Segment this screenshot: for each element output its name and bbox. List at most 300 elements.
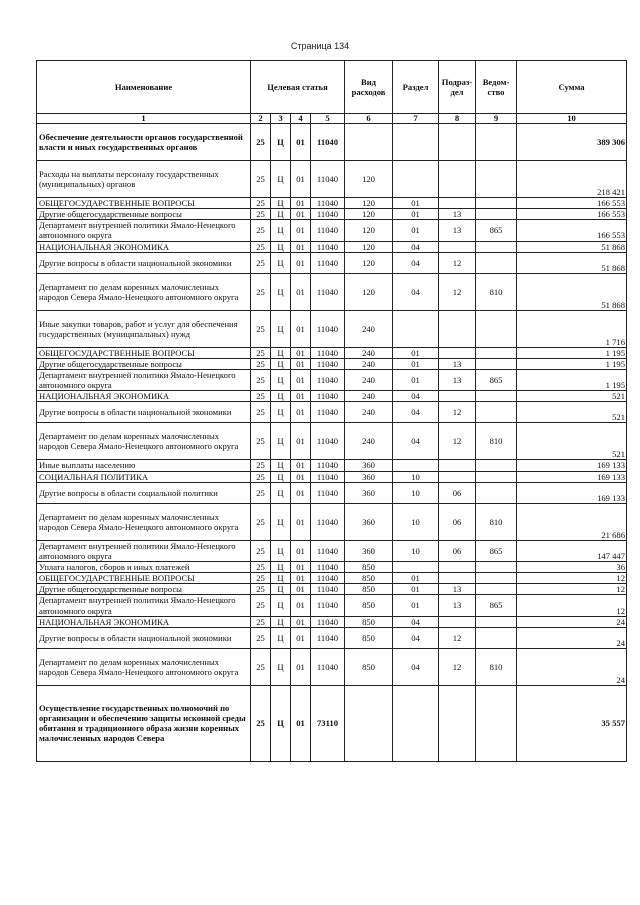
- table-row: [37, 347, 627, 358]
- row-program: 25: [251, 161, 271, 198]
- row-expense-type: 360: [345, 503, 393, 540]
- row-name: Другие вопросы в области национальной экономики: [37, 402, 251, 423]
- row-name: НАЦИОНАЛЬНАЯ ЭКОНОМИКА: [37, 616, 251, 627]
- row-program: 25: [251, 540, 271, 561]
- row-section: 04: [393, 627, 439, 648]
- row-subprogram: Ц: [271, 209, 291, 220]
- table-row: [37, 273, 627, 310]
- row-department: 810: [476, 273, 517, 310]
- row-subprogram: Ц: [271, 220, 291, 241]
- row-expense-type: 120: [345, 209, 393, 220]
- row-event: 01: [291, 402, 311, 423]
- row-program: 25: [251, 685, 271, 761]
- row-subsection: 12: [439, 252, 476, 273]
- row-department: [476, 616, 517, 627]
- row-direction: 11040: [311, 648, 345, 685]
- row-subprogram: Ц: [271, 273, 291, 310]
- row-subsection: 06: [439, 503, 476, 540]
- column-number: 7: [393, 114, 439, 124]
- row-event: 01: [291, 369, 311, 390]
- row-subsection: [439, 161, 476, 198]
- header-row: [37, 61, 627, 114]
- row-program: 25: [251, 310, 271, 347]
- row-section: 01: [393, 198, 439, 209]
- row-program: 25: [251, 220, 271, 241]
- row-sum: 147 447: [517, 540, 627, 561]
- row-sum: 389 306: [517, 124, 627, 161]
- budget-table: [36, 60, 627, 762]
- row-subsection: 13: [439, 595, 476, 616]
- row-subsection: 06: [439, 540, 476, 561]
- row-subsection: [439, 616, 476, 627]
- row-expense-type: 360: [345, 482, 393, 503]
- column-number: 1: [37, 114, 251, 124]
- row-department: [476, 209, 517, 220]
- row-event: 01: [291, 627, 311, 648]
- row-subsection: 13: [439, 358, 476, 369]
- row-section: 04: [393, 241, 439, 252]
- row-department: 810: [476, 503, 517, 540]
- row-program: 25: [251, 347, 271, 358]
- row-direction: 11040: [311, 561, 345, 572]
- row-program: 25: [251, 209, 271, 220]
- row-name: НАЦИОНАЛЬНАЯ ЭКОНОМИКА: [37, 241, 251, 252]
- row-sum: 169 133: [517, 460, 627, 471]
- table-row: [37, 503, 627, 540]
- row-section: [393, 124, 439, 161]
- row-sum: 1 716: [517, 310, 627, 347]
- row-section: 01: [393, 209, 439, 220]
- row-subprogram: Ц: [271, 402, 291, 423]
- row-name: Осуществление государственных полномочий по организации и обеспечению защиты исконной среды обитания и традиционного образа жизни коренных малочисленных народов Севера: [37, 685, 251, 761]
- row-name: Иные выплаты населению: [37, 460, 251, 471]
- row-expense-type: 850: [345, 561, 393, 572]
- row-subsection: 13: [439, 584, 476, 595]
- page-label: Страница 134: [290, 41, 350, 51]
- row-expense-type: 120: [345, 220, 393, 241]
- row-program: 25: [251, 369, 271, 390]
- row-department: [476, 573, 517, 584]
- row-name: Уплата налогов, сборов и иных платежей: [37, 561, 251, 572]
- header-department: Ведом-ство: [476, 61, 517, 114]
- row-subprogram: Ц: [271, 573, 291, 584]
- table-row: [37, 460, 627, 471]
- row-subprogram: Ц: [271, 460, 291, 471]
- row-subprogram: Ц: [271, 369, 291, 390]
- row-sum: 12: [517, 584, 627, 595]
- row-name: Другие общегосударственные вопросы: [37, 209, 251, 220]
- row-event: 01: [291, 273, 311, 310]
- table-row: [37, 616, 627, 627]
- row-section: 10: [393, 471, 439, 482]
- row-expense-type: 120: [345, 198, 393, 209]
- row-direction: 11040: [311, 310, 345, 347]
- row-name: Другие вопросы в области национальной экономики: [37, 252, 251, 273]
- row-direction: 11040: [311, 124, 345, 161]
- row-subprogram: Ц: [271, 423, 291, 460]
- column-number: 2: [251, 114, 271, 124]
- row-subprogram: Ц: [271, 540, 291, 561]
- row-direction: 11040: [311, 402, 345, 423]
- row-subprogram: Ц: [271, 595, 291, 616]
- row-event: 01: [291, 584, 311, 595]
- row-sum: 24: [517, 627, 627, 648]
- row-department: [476, 161, 517, 198]
- row-section: 01: [393, 358, 439, 369]
- row-sum: 521: [517, 391, 627, 402]
- table-row: [37, 685, 627, 761]
- row-name: Департамент по делам коренных малочисленных народов Севера Ямало-Ненецкого автономного округа: [37, 273, 251, 310]
- row-name: Расходы на выплаты персоналу государственных (муниципальных) органов: [37, 161, 251, 198]
- row-department: 810: [476, 648, 517, 685]
- row-subprogram: Ц: [271, 124, 291, 161]
- table-row: [37, 540, 627, 561]
- row-department: [476, 584, 517, 595]
- row-sum: 218 421: [517, 161, 627, 198]
- row-name: Департамент по делам коренных малочисленных народов Севера Ямало-Ненецкого автономного округа: [37, 423, 251, 460]
- row-event: 01: [291, 220, 311, 241]
- row-name: Департамент внутренней политики Ямало-Ненецкого автономного округа: [37, 595, 251, 616]
- row-sum: 1 195: [517, 347, 627, 358]
- row-event: 01: [291, 503, 311, 540]
- row-subprogram: Ц: [271, 503, 291, 540]
- row-name: Департамент внутренней политики Ямало-Ненецкого автономного округа: [37, 220, 251, 241]
- row-program: 25: [251, 627, 271, 648]
- row-program: 25: [251, 460, 271, 471]
- row-name: Обеспечение деятельности органов государственной власти и иных государственных органов: [37, 124, 251, 161]
- row-subprogram: Ц: [271, 648, 291, 685]
- column-number: 4: [291, 114, 311, 124]
- row-section: 10: [393, 503, 439, 540]
- row-subprogram: Ц: [271, 252, 291, 273]
- row-subsection: 12: [439, 423, 476, 460]
- row-event: 01: [291, 252, 311, 273]
- row-expense-type: 850: [345, 595, 393, 616]
- row-section: [393, 161, 439, 198]
- row-sum: 166 553: [517, 209, 627, 220]
- row-program: 25: [251, 561, 271, 572]
- row-name: Департамент по делам коренных малочисленных народов Севера Ямало-Ненецкого автономного округа: [37, 648, 251, 685]
- column-number: 8: [439, 114, 476, 124]
- row-sum: 21 686: [517, 503, 627, 540]
- row-event: 01: [291, 124, 311, 161]
- row-expense-type: 240: [345, 402, 393, 423]
- column-number: 10: [517, 114, 627, 124]
- table-row: [37, 648, 627, 685]
- row-direction: 11040: [311, 573, 345, 584]
- row-subsection: [439, 561, 476, 572]
- row-expense-type: 850: [345, 573, 393, 584]
- column-number: 9: [476, 114, 517, 124]
- row-direction: 73110: [311, 685, 345, 761]
- row-subsection: 12: [439, 402, 476, 423]
- row-program: 25: [251, 616, 271, 627]
- row-subsection: [439, 471, 476, 482]
- row-name: Другие вопросы в области национальной экономики: [37, 627, 251, 648]
- table-row: [37, 241, 627, 252]
- row-direction: 11040: [311, 241, 345, 252]
- row-program: 25: [251, 198, 271, 209]
- row-department: [476, 685, 517, 761]
- row-sum: 166 553: [517, 220, 627, 241]
- row-subprogram: Ц: [271, 347, 291, 358]
- row-subprogram: Ц: [271, 482, 291, 503]
- row-subprogram: Ц: [271, 627, 291, 648]
- row-department: [476, 252, 517, 273]
- row-section: 10: [393, 482, 439, 503]
- row-name: Иные закупки товаров, работ и услуг для обеспечения государственных (муниципальных) нужд: [37, 310, 251, 347]
- row-subsection: [439, 573, 476, 584]
- row-expense-type: 240: [345, 310, 393, 347]
- row-program: 25: [251, 124, 271, 161]
- row-section: 04: [393, 273, 439, 310]
- row-department: [476, 402, 517, 423]
- row-subsection: 12: [439, 627, 476, 648]
- row-subsection: [439, 685, 476, 761]
- row-event: 01: [291, 573, 311, 584]
- table-row: [37, 627, 627, 648]
- row-section: [393, 310, 439, 347]
- row-subprogram: Ц: [271, 616, 291, 627]
- row-sum: 166 553: [517, 198, 627, 209]
- table-row: [37, 402, 627, 423]
- row-direction: 11040: [311, 540, 345, 561]
- row-program: 25: [251, 423, 271, 460]
- header-sum: Сумма: [517, 61, 627, 114]
- row-direction: 11040: [311, 209, 345, 220]
- row-subsection: 13: [439, 220, 476, 241]
- row-direction: 11040: [311, 584, 345, 595]
- row-name: Другие общегосударственные вопросы: [37, 358, 251, 369]
- row-section: 04: [393, 252, 439, 273]
- row-program: 25: [251, 252, 271, 273]
- row-expense-type: 850: [345, 627, 393, 648]
- row-sum: 35 557: [517, 685, 627, 761]
- row-sum: 1 195: [517, 358, 627, 369]
- row-section: 01: [393, 584, 439, 595]
- row-sum: 521: [517, 402, 627, 423]
- row-direction: 11040: [311, 369, 345, 390]
- row-program: 25: [251, 358, 271, 369]
- row-event: 01: [291, 358, 311, 369]
- row-department: [476, 627, 517, 648]
- row-sum: 24: [517, 616, 627, 627]
- row-subprogram: Ц: [271, 198, 291, 209]
- row-section: 01: [393, 369, 439, 390]
- row-section: 01: [393, 347, 439, 358]
- row-section: 01: [393, 595, 439, 616]
- column-number-row: [37, 114, 627, 124]
- row-program: 25: [251, 273, 271, 310]
- table-row: [37, 423, 627, 460]
- row-event: 01: [291, 616, 311, 627]
- row-section: [393, 561, 439, 572]
- row-event: 01: [291, 161, 311, 198]
- table-row: [37, 358, 627, 369]
- row-event: 01: [291, 648, 311, 685]
- row-sum: 1 195: [517, 369, 627, 390]
- row-sum: 169 133: [517, 482, 627, 503]
- row-event: 01: [291, 685, 311, 761]
- row-direction: 11040: [311, 358, 345, 369]
- row-expense-type: 850: [345, 648, 393, 685]
- row-sum: 24: [517, 648, 627, 685]
- row-program: 25: [251, 595, 271, 616]
- row-expense-type: 240: [345, 423, 393, 460]
- column-number: 6: [345, 114, 393, 124]
- row-subsection: 12: [439, 648, 476, 685]
- row-expense-type: [345, 685, 393, 761]
- row-department: [476, 241, 517, 252]
- row-direction: 11040: [311, 161, 345, 198]
- row-sum: 51 868: [517, 252, 627, 273]
- row-section: [393, 685, 439, 761]
- row-program: 25: [251, 503, 271, 540]
- row-direction: 11040: [311, 423, 345, 460]
- row-expense-type: 240: [345, 369, 393, 390]
- row-direction: 11040: [311, 627, 345, 648]
- header-target-article: Целевая статья: [251, 61, 345, 114]
- row-sum: 36: [517, 561, 627, 572]
- row-subsection: [439, 460, 476, 471]
- row-expense-type: 360: [345, 460, 393, 471]
- row-sum: 51 868: [517, 241, 627, 252]
- row-department: 865: [476, 540, 517, 561]
- row-event: 01: [291, 471, 311, 482]
- column-number: 3: [271, 114, 291, 124]
- row-subsection: [439, 391, 476, 402]
- table-row: [37, 161, 627, 198]
- row-event: 01: [291, 595, 311, 616]
- row-section: 04: [393, 423, 439, 460]
- row-direction: 11040: [311, 198, 345, 209]
- row-direction: 11040: [311, 391, 345, 402]
- row-name: Департамент внутренней политики Ямало-Ненецкого автономного округа: [37, 369, 251, 390]
- row-department: [476, 198, 517, 209]
- row-program: 25: [251, 471, 271, 482]
- row-department: [476, 471, 517, 482]
- row-department: [476, 310, 517, 347]
- table-row: [37, 595, 627, 616]
- row-department: [476, 347, 517, 358]
- header-section: Раздел: [393, 61, 439, 114]
- row-expense-type: 850: [345, 616, 393, 627]
- row-department: [476, 358, 517, 369]
- row-direction: 11040: [311, 471, 345, 482]
- row-subsection: [439, 347, 476, 358]
- row-program: 25: [251, 482, 271, 503]
- row-subprogram: Ц: [271, 584, 291, 595]
- row-expense-type: 240: [345, 358, 393, 369]
- row-name: Другие вопросы в области социальной политики: [37, 482, 251, 503]
- table-row: [37, 391, 627, 402]
- row-name: ОБЩЕГОСУДАРСТВЕННЫЕ ВОПРОСЫ: [37, 198, 251, 209]
- row-section: 04: [393, 616, 439, 627]
- row-sum: 51 868: [517, 273, 627, 310]
- row-department: [476, 482, 517, 503]
- table-row: [37, 310, 627, 347]
- row-section: 01: [393, 573, 439, 584]
- row-direction: 11040: [311, 482, 345, 503]
- row-subsection: [439, 310, 476, 347]
- row-department: 865: [476, 369, 517, 390]
- row-section: 04: [393, 402, 439, 423]
- table-row: [37, 573, 627, 584]
- row-subprogram: Ц: [271, 391, 291, 402]
- row-expense-type: 120: [345, 252, 393, 273]
- row-subprogram: Ц: [271, 161, 291, 198]
- row-subprogram: Ц: [271, 310, 291, 347]
- row-event: 01: [291, 423, 311, 460]
- row-name: НАЦИОНАЛЬНАЯ ЭКОНОМИКА: [37, 391, 251, 402]
- row-subprogram: Ц: [271, 561, 291, 572]
- row-subsection: 13: [439, 209, 476, 220]
- row-subsection: 13: [439, 369, 476, 390]
- row-program: 25: [251, 241, 271, 252]
- row-name: Департамент по делам коренных малочисленных народов Севера Ямало-Ненецкого автономного округа: [37, 503, 251, 540]
- row-expense-type: 240: [345, 347, 393, 358]
- row-subsection: 06: [439, 482, 476, 503]
- table-row: [37, 252, 627, 273]
- row-program: 25: [251, 648, 271, 685]
- row-sum: 521: [517, 423, 627, 460]
- row-event: 01: [291, 209, 311, 220]
- row-section: 04: [393, 391, 439, 402]
- row-subsection: [439, 124, 476, 161]
- row-expense-type: 240: [345, 391, 393, 402]
- row-name: СОЦИАЛЬНАЯ ПОЛИТИКА: [37, 471, 251, 482]
- row-department: [476, 124, 517, 161]
- row-name: Другие общегосударственные вопросы: [37, 584, 251, 595]
- row-direction: 11040: [311, 220, 345, 241]
- row-direction: 11040: [311, 347, 345, 358]
- row-name: Департамент внутренней политики Ямало-Ненецкого автономного округа: [37, 540, 251, 561]
- row-department: [476, 391, 517, 402]
- header-subsection: Подраз-дел: [439, 61, 476, 114]
- row-section: 10: [393, 540, 439, 561]
- row-direction: 11040: [311, 252, 345, 273]
- row-subprogram: Ц: [271, 358, 291, 369]
- row-name: ОБЩЕГОСУДАРСТВЕННЫЕ ВОПРОСЫ: [37, 347, 251, 358]
- row-event: 01: [291, 391, 311, 402]
- row-program: 25: [251, 584, 271, 595]
- table-row: [37, 369, 627, 390]
- row-event: 01: [291, 310, 311, 347]
- table-row: [37, 220, 627, 241]
- row-subsection: [439, 198, 476, 209]
- row-event: 01: [291, 540, 311, 561]
- table-row: [37, 209, 627, 220]
- row-subsection: 12: [439, 273, 476, 310]
- row-department: [476, 561, 517, 572]
- table-row: [37, 198, 627, 209]
- row-sum: 169 133: [517, 471, 627, 482]
- row-event: 01: [291, 198, 311, 209]
- row-subprogram: Ц: [271, 471, 291, 482]
- row-event: 01: [291, 460, 311, 471]
- row-direction: 11040: [311, 460, 345, 471]
- row-expense-type: 360: [345, 471, 393, 482]
- row-direction: 11040: [311, 595, 345, 616]
- row-program: 25: [251, 573, 271, 584]
- row-subsection: [439, 241, 476, 252]
- row-expense-type: 120: [345, 273, 393, 310]
- table-row: [37, 124, 627, 161]
- row-section: [393, 460, 439, 471]
- row-department: [476, 460, 517, 471]
- header-expense-type: Вид расходов: [345, 61, 393, 114]
- row-expense-type: 120: [345, 161, 393, 198]
